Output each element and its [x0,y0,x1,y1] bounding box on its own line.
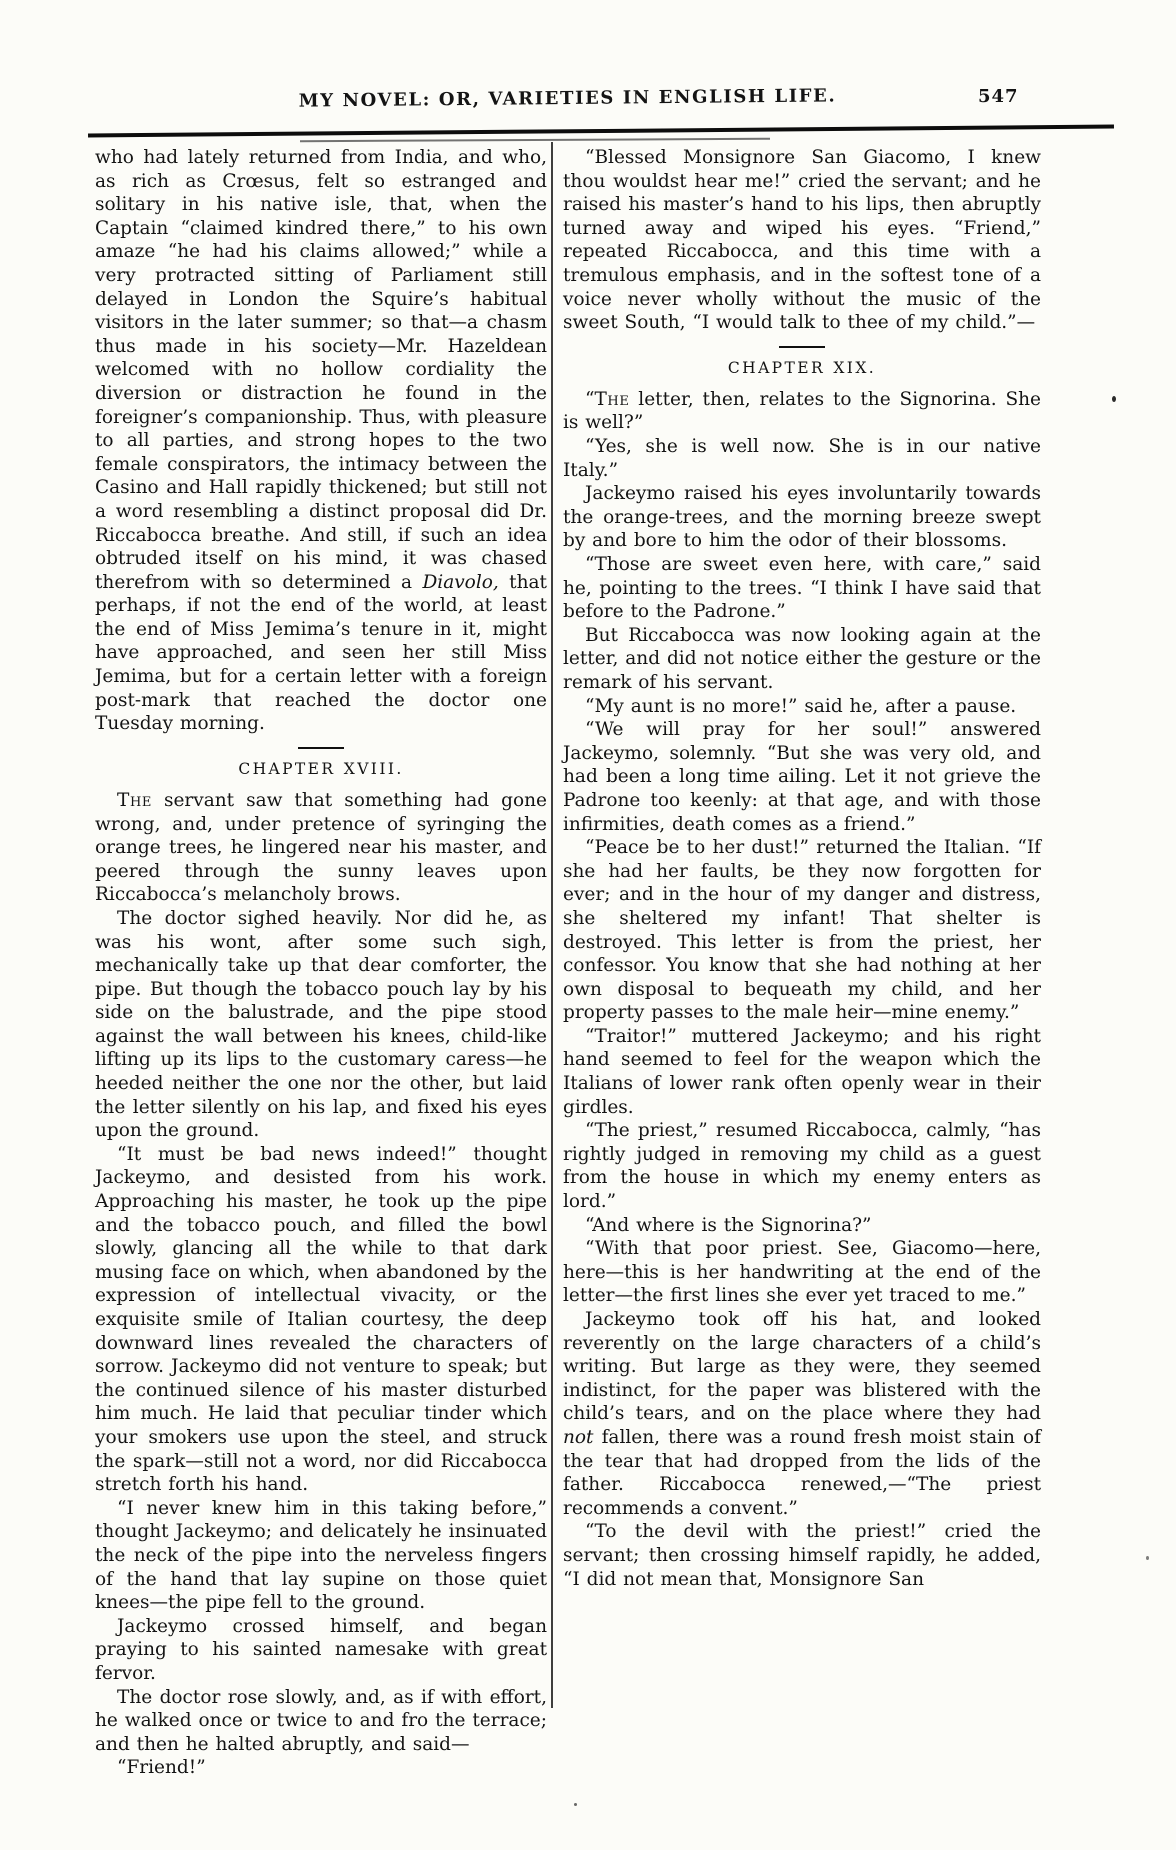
paragraph [563,1025,1041,1119]
paragraph [95,1686,547,1757]
column-divider [551,142,553,1708]
paragraph [563,388,1041,435]
paragraph [563,1308,1041,1520]
body-text: Jackeymo crossed himself, and began praying to his sainted namesake with great fervor. [95,1615,547,1684]
body-text: “And where is the Signorina?” [585,1214,872,1236]
body-text: “We will pray for her soul!” answered Jackeymo, solemnly. “But she was very old, and had been a long time ailing. Let it not grieve the Padrone too keenly: at that age, and with those infirmities, death comes as a friend.” [563,719,1041,835]
body-text: that perhaps, if not the end of the world, at least the end of Miss Jemima’s tenure in it, might have approached, and seen her still Miss Jemima, but for a certain letter with a foreign post-mark that reached the doctor one Tuesday morning. [95,571,547,735]
section-rule [298,747,344,750]
right-column [563,146,1041,1591]
body-text: “My aunt is no more!” said he, after a pause. [585,695,1017,717]
body-text: “Those are sweet even here, with care,” said he, pointing to the trees. “I think I have said that before to the Padrone.” [563,554,1041,623]
body-text: The doctor sighed heavily. Nor did he, as was his wont, after some such sigh, mechanically take up that dear comforter, the pipe. But though the tobacco pouch lay by his side on the balustrade, and the pipe stood against the wall between his knees, child-like lifting up its lips to the customary caress—he heeded neither the one nor the other, but laid the letter silently on his lap, and fixed his eyes upon the ground. [95,907,547,1142]
italic-text: not [563,1426,594,1448]
body-text: “Peace be to her dust!” returned the Italian. “If she had her faults, be they now forgotten for ever; and in the hour of my danger and distress, she sheltered my infant! That shelter is destroyed. This letter is from the priest, her confessor. You know that she had nothing at her own disposal to bequeath my child, and her property passes to the male heir—mine enemy.” [563,837,1041,1024]
chapter-heading: CHAPTER XIX. [727,359,877,378]
paragraph [95,789,547,907]
paragraph [563,1520,1041,1591]
paragraph [563,1237,1041,1308]
paragraph [563,695,1041,719]
body-text: letter, then, relates to the Signorina. She is well?” [563,388,1041,434]
scan-speck [1112,396,1116,402]
smallcaps-text: The [117,789,152,811]
italic-text: Diavolo, [422,571,499,593]
section-rule [779,346,825,349]
body-text: Jackeymo took off his hat, and looked reverently on the large characters of a child’s writing. But large as they were, they seemed indistinct, for the paper was blistered with the child’s tears, and on the place where they had [563,1309,1041,1425]
paragraph [95,907,547,1143]
chapter-heading: CHAPTER XVIII. [238,760,404,779]
paragraph [563,553,1041,624]
paragraph [563,146,1041,335]
body-text: “Friend!” [117,1757,206,1779]
body-text: But Riccabocca was now looking again at the letter, and did not notice either the gesture or the remark of his servant. [563,624,1041,693]
paragraph [563,1214,1041,1238]
body-text: who had lately returned from India, and who, as rich as Crœsus, felt so estranged and solitary in his native isle, that, when the Captain “claimed kindred there,” to his own amaze “he had his claims allowed;” while a very protracted sitting of Parliament still delayed in London the Squire’s habitual visitors in the later summer; so that—a chasm thus made in his society—Mr. Hazeldean welcomed with no hollow cordiality the diversion or distraction he found in the foreigner’s companionship. Thus, with pleasure to all parties, and strong hopes to the two female conspirators, the intimacy between the Casino and Hall rapidly thickened; but still not a word resembling a distinct proposal did Dr. Riccabocca breathe. And still, if such an idea obtruded itself on his mind, it was chased therefrom with so determined a [95,147,547,593]
paragraph [95,1756,547,1780]
page-number: 547 [978,86,1019,107]
body-text: “Yes, she is well now. She is in our native Italy.” [563,436,1041,481]
smallcaps-text: The [594,388,630,410]
scan-speck [1146,1556,1149,1560]
body-text: “The priest,” resumed Riccabocca, calmly, “has rightly judged in removing my child as a guest from the house in which my enemy enters as lord.” [563,1120,1041,1213]
body-text: “With that poor priest. See, Giacomo—here, here—this is her handwriting at the end of the letter—the first lines she ever yet traced to me.” [563,1238,1041,1307]
paragraph [95,146,547,736]
body-text: fallen, there was a round fresh moist stain of the tear that had dropped from the lids of the father. Riccabocca renewed,—“The priest recommends a convent.” [563,1426,1041,1519]
body-text: “I never knew him in this taking before,” thought Jackeymo; and delicately he insinuated the neck of the pipe into the nerveless fingers of the hand that lay supine on those quiet knees—the pipe fell to the ground. [95,1497,547,1614]
body-text: “To the devil with the priest!” cried the servant; then crossing himself rapidly, he added, “I did not mean that, Monsignore San [563,1521,1041,1590]
body-text: “ [585,388,595,410]
body-text: The doctor rose slowly, and, as if with effort, he walked once or twice to and fro the terrace; and then he halted abruptly, and said— [95,1686,547,1755]
paragraph [563,435,1041,482]
left-column [95,146,547,1780]
body-text: servant saw that something had gone wrong, and, under pretence of syringing the orange trees, he lingered near his master, and peered through the sunny leaves upon Riccabocca’s melancholy brows. [95,789,547,906]
header-rule-secondary [300,138,770,142]
body-text: “Blessed Monsignore San Giacomo, I knew thou wouldst hear me!” cried the servant; and he raised his master’s hand to his lips, then abruptly turned away and wiped his eyes. “Friend,” repeated Riccabocca, and this time with a tremulous emphasis, and in the softest tone of a voice never wholly without the music of the sweet South, “I would talk to thee of my child.”— [563,147,1041,334]
paragraph [563,718,1041,836]
paragraph [95,1615,547,1686]
paragraph [563,836,1041,1025]
scan-speck [574,1803,577,1806]
header-rule [88,125,1114,137]
paragraph [563,1119,1041,1213]
body-text: “Traitor!” muttered Jackeymo; and his right hand seemed to feel for the weapon which the Italians of lower rank often openly wear in their girdles. [563,1025,1041,1118]
paragraph [563,482,1041,553]
paragraph [95,1143,547,1497]
running-title: MY NOVEL: OR, VARIETIES IN ENGLISH LIFE. [298,85,837,112]
paragraph [563,624,1041,695]
body-text: Jackeymo raised his eyes involuntarily towards the orange-trees, and the morning breeze swept by and bore to him the odor of their blossoms. [563,483,1041,552]
paragraph [95,1497,547,1615]
body-text: “It must be bad news indeed!” thought Jackeymo, and desisted from his work. Approaching his master, he took up the pipe and the tobacco pouch, and filled the bowl slowly, glancing all the while to that dark musing face on which, when abandoned by the expression of intellectual vivacity, or the exquisite smile of Italian courtesy, the deep downward lines revealed the characters of sorrow. Jackeymo did not venture to speak; but the continued silence of his master disturbed him much. He laid that peculiar tinder which your smokers use upon the steel, and struck the spark—still not a word, nor did Riccabocca stretch forth his hand. [95,1143,547,1496]
